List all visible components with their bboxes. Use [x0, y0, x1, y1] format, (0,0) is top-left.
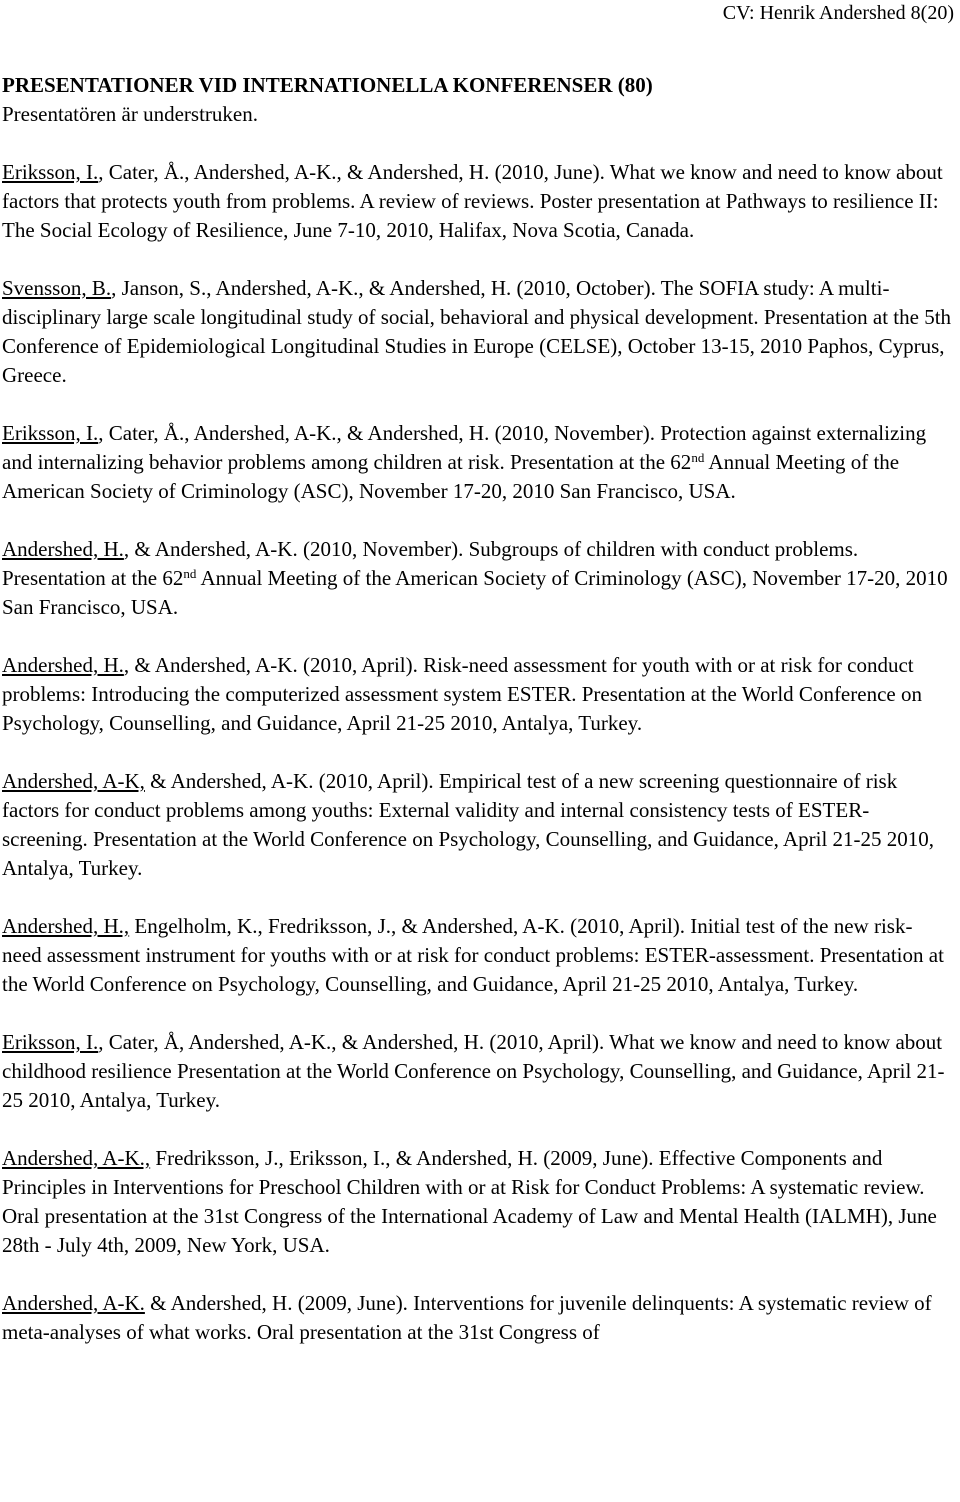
- reference-entry: [2, 651, 952, 738]
- reference-entry: [2, 1028, 952, 1115]
- reference-entry: [2, 1144, 952, 1260]
- presenter-name: Andershed, H.: [2, 537, 124, 561]
- reference-entry: [2, 535, 952, 622]
- reference-text: , Cater, Å, Andershed, A-K., & Andershed, H. (2010, April). What we know and need to know about childhood resilience Presentation at the World Conference on Psychology, Counselling, and Guidance, April 21-25 2010, Antalya, Turkey.: [2, 1030, 945, 1112]
- presenter-name: Andershed, H.,: [2, 914, 130, 938]
- ordinal-suffix: nd: [183, 566, 197, 581]
- presenter-name: Svensson, B.: [2, 276, 112, 300]
- reference-text: , Janson, S., Andershed, A-K., & Andershed, H. (2010, October). The SOFIA study: A multi-disciplinary large scale longitudinal study of social, behavioral and physical development. Presentation at the 5th Conference of Epidemiological Longitudinal Studies in Europe (CELSE), October 13-15, 2010 Paphos, Cyprus, Greece.: [2, 276, 952, 387]
- reference-text: & Andershed, A-K. (2010, April). Empirical test of a new screening questionnaire of risk factors for conduct problems among youths: External validity and internal consistency tests of ESTER-screening. Presentation at the World Conference on Psychology, Counselling, and Guidance, April 21-25 2010, Antalya, Turkey.: [2, 769, 935, 880]
- presenter-name: Eriksson, I.: [2, 1030, 99, 1054]
- reference-entry: [2, 274, 952, 390]
- reference-text: & Andershed, H. (2009, June). Interventions for juvenile delinquents: A systematic review of meta-analyses of what works. Oral presentation at the 31st Congress of: [2, 1291, 932, 1344]
- ordinal-suffix: nd: [691, 450, 705, 465]
- reference-text-continued: Annual Meeting of the American Society of Criminology (ASC), November 17-20, 2010 San Francisco, USA.: [2, 566, 948, 619]
- reference-text: Fredriksson, J., Eriksson, I., & Andershed, H. (2009, June). Effective Components and Principles in Interventions for Preschool Children with or at Risk for Conduct Problems: A systematic review. Oral presentation at the 31st Congress of the International Academy of Law and Mental Health (IALMH), June 28th - July 4th, 2009, New York, USA.: [2, 1146, 937, 1257]
- reference-text-continued: Annual Meeting of the American Society of Criminology (ASC), November 17-20, 2010 San Francisco, USA.: [2, 450, 900, 503]
- presenter-name: Eriksson, I.: [2, 160, 99, 184]
- reference-entry: [2, 767, 952, 883]
- reference-text: , & Andershed, A-K. (2010, November). Subgroups of children with conduct problems. Presentation at the 62: [2, 537, 859, 590]
- section-title: PRESENTATIONER VID INTERNATIONELLA KONFERENSER (80): [2, 73, 653, 97]
- page-header: CV: Henrik Andershed 8(20): [722, 2, 954, 24]
- section-subtitle: Presentatören är understruken.: [2, 102, 258, 126]
- reference-entry: [2, 912, 952, 999]
- presenter-name: Eriksson, I.: [2, 421, 99, 445]
- reference-entry: [2, 419, 952, 506]
- reference-text: , Cater, Å., Andershed, A-K., & Andershed, H. (2010, November). Protection against externalizing and internalizing behavior problems among children at risk. Presentation at the 62: [2, 421, 927, 474]
- reference-text: , Cater, Å., Andershed, A-K., & Andershed, H. (2010, June). What we know and need to know about factors that protects youth from problems. A review of reviews. Poster presentation at Pathways to resilience II: The Social Ecology of Resilience, June 7-10, 2010, Halifax, Nova Scotia, Canada.: [2, 160, 943, 242]
- presenter-name: Andershed, H.: [2, 653, 124, 677]
- presenter-name: Andershed, A-K.,: [2, 1146, 151, 1170]
- reference-text: Engelholm, K., Fredriksson, J., & Andershed, A-K. (2010, April). Initial test of the new risk- need assessment instrument for youths with or at risk for conduct problems: ESTER-assessment. Presentation at the World Conference on Psychology, Counselling, and Guidance, April 21-25 2010, Antalya, Turkey.: [2, 914, 944, 996]
- presenter-name: Andershed, A-K.: [2, 1291, 145, 1315]
- reference-entry: [2, 1289, 952, 1347]
- presenter-name: Andershed, A-K,: [2, 769, 145, 793]
- reference-entry: [2, 158, 952, 245]
- document-body: [2, 71, 952, 1376]
- reference-text: , & Andershed, A-K. (2010, April). Risk-need assessment for youth with or at risk for conduct problems: Introducing the computerized assessment system ESTER. Presentation at the World Conference on Psychology, Counselling, and Guidance, April 21-25 2010, Antalya, Turkey.: [2, 653, 922, 735]
